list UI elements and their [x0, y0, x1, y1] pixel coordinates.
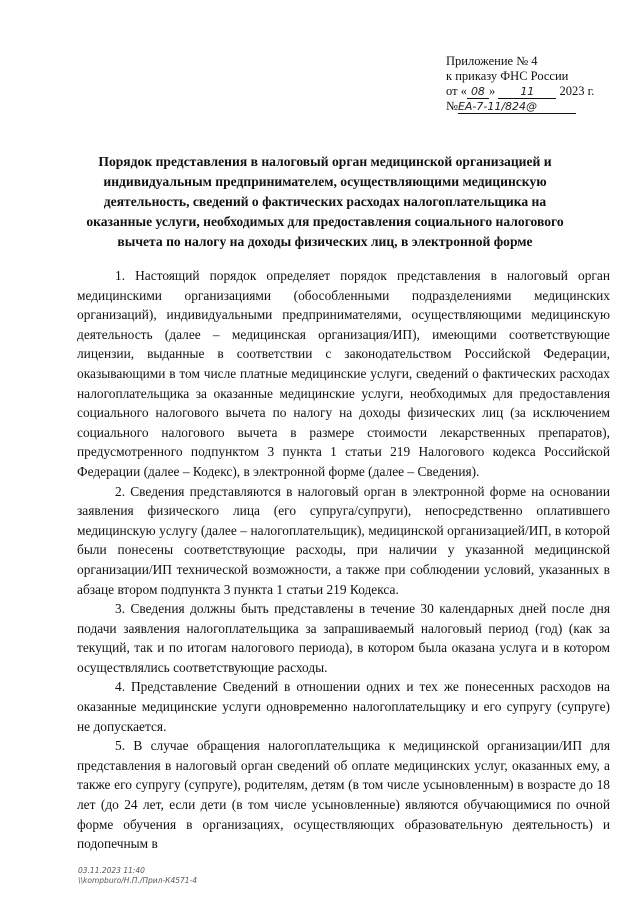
footer-timestamp: 03.11.2023 11:40 — [78, 866, 145, 875]
paragraph-1: 1. Настоящий порядок определяет порядок представления в налоговый орган медицинскими организациями (обособленными подразделениями медицинских организаций), индивидуальными предпринимателями, осуществляющими медицинскую деятельность (далее – медицинская организация/ИП), имеющими соответствующие лицензии, выданные в соответствии с законодательством Российской Федерации, оказывающими в том числе платные медицинские услуги, сведений о фактических расходах налогоплательщика за оказанные медицинские услуги, необходимых для предоставления социального налогового вычета по налогу на доходы физических лиц (за исключением социального налогового вычета в размере стоимости лекарственных препаратов), предусмотренного подпунктом 3 пункта 1 статьи 219 Налогового кодекса Российской Федерации (далее – Кодекс), в электронной форме (далее – Сведения). — [77, 268, 610, 479]
paragraph-2: 2. Сведения представляются в налоговый орган в электронной форме на основании заявления физического лица (его супруга/супруги), непосредственно оплатившего медицинскую услугу (далее – налогоплательщик), медицинской организацией/ИП, в которой были понесены соответствующие расходы, при наличии у указанной медицинской организации/ИП технической возможности, а также при соблюдении условий, указанных в абзаце втором подпункта 3 пункта 1 статьи 219 Кодекса. — [77, 483, 610, 597]
appendix-order-ref: к приказу ФНС России — [446, 69, 569, 83]
document-body — [77, 266, 610, 854]
appendix-title: Приложение № 4 — [446, 54, 538, 68]
appendix-year: 2023 г. — [559, 84, 595, 98]
appendix-number-value: ЕА-7-11/824@ — [458, 100, 576, 114]
paragraph-5: 5. В случае обращения налогоплательщика к медицинской организации/ИП для представления в налоговый орган сведений об оплате медицинских услуг, оказанных ему, а также его супругу (супруге), родителям, детям (в том числе усыновленным) в возрасте до 18 лет (до 24 лет, если дети (в том числе усыновленные) являются обучающимися по очной форме обучения в организациях, осуществляющих образовательную деятельность) и подопечным в — [77, 738, 610, 852]
print-footer — [78, 866, 197, 886]
footer-path: \\kompburo/Н.П./Прил-К4571-4 — [78, 876, 198, 885]
appendix-number: №ЕА-7-11/824@ — [446, 99, 606, 114]
appendix-date: от « 08 » 11 2023 г. — [446, 84, 595, 98]
paragraph-4: 4. Представление Сведений в отношении одних и тех же понесенных расходов на оказанные медицинские услуги одновременно налогоплательщику и его супругу (супруге) не допускается. — [77, 679, 610, 734]
paragraph-3: 3. Сведения должны быть представлены в течение 30 календарных дней после дня подачи заявления налогоплательщика за запрашиваемый налоговый период (год) (как за текущий, так и по итогам налогового периода), в котором была оказана услуга и в котором осуществлялись соответствующие расходы. — [77, 601, 610, 675]
document-title: Порядок представления в налоговый орган медицинской организацией и индивидуальным предпринимателем, осуществляющими медицинскую деятельность, сведений о фактических расходах налогоплательщика на оказанные услуги, необходимых для предоставления социального налогового вычета по налогу на доходы физических лиц, в электронной форме — [86, 154, 564, 249]
appendix-month: 11 — [498, 85, 556, 99]
appendix-day: 08 — [467, 85, 489, 99]
appendix-block — [446, 54, 606, 114]
